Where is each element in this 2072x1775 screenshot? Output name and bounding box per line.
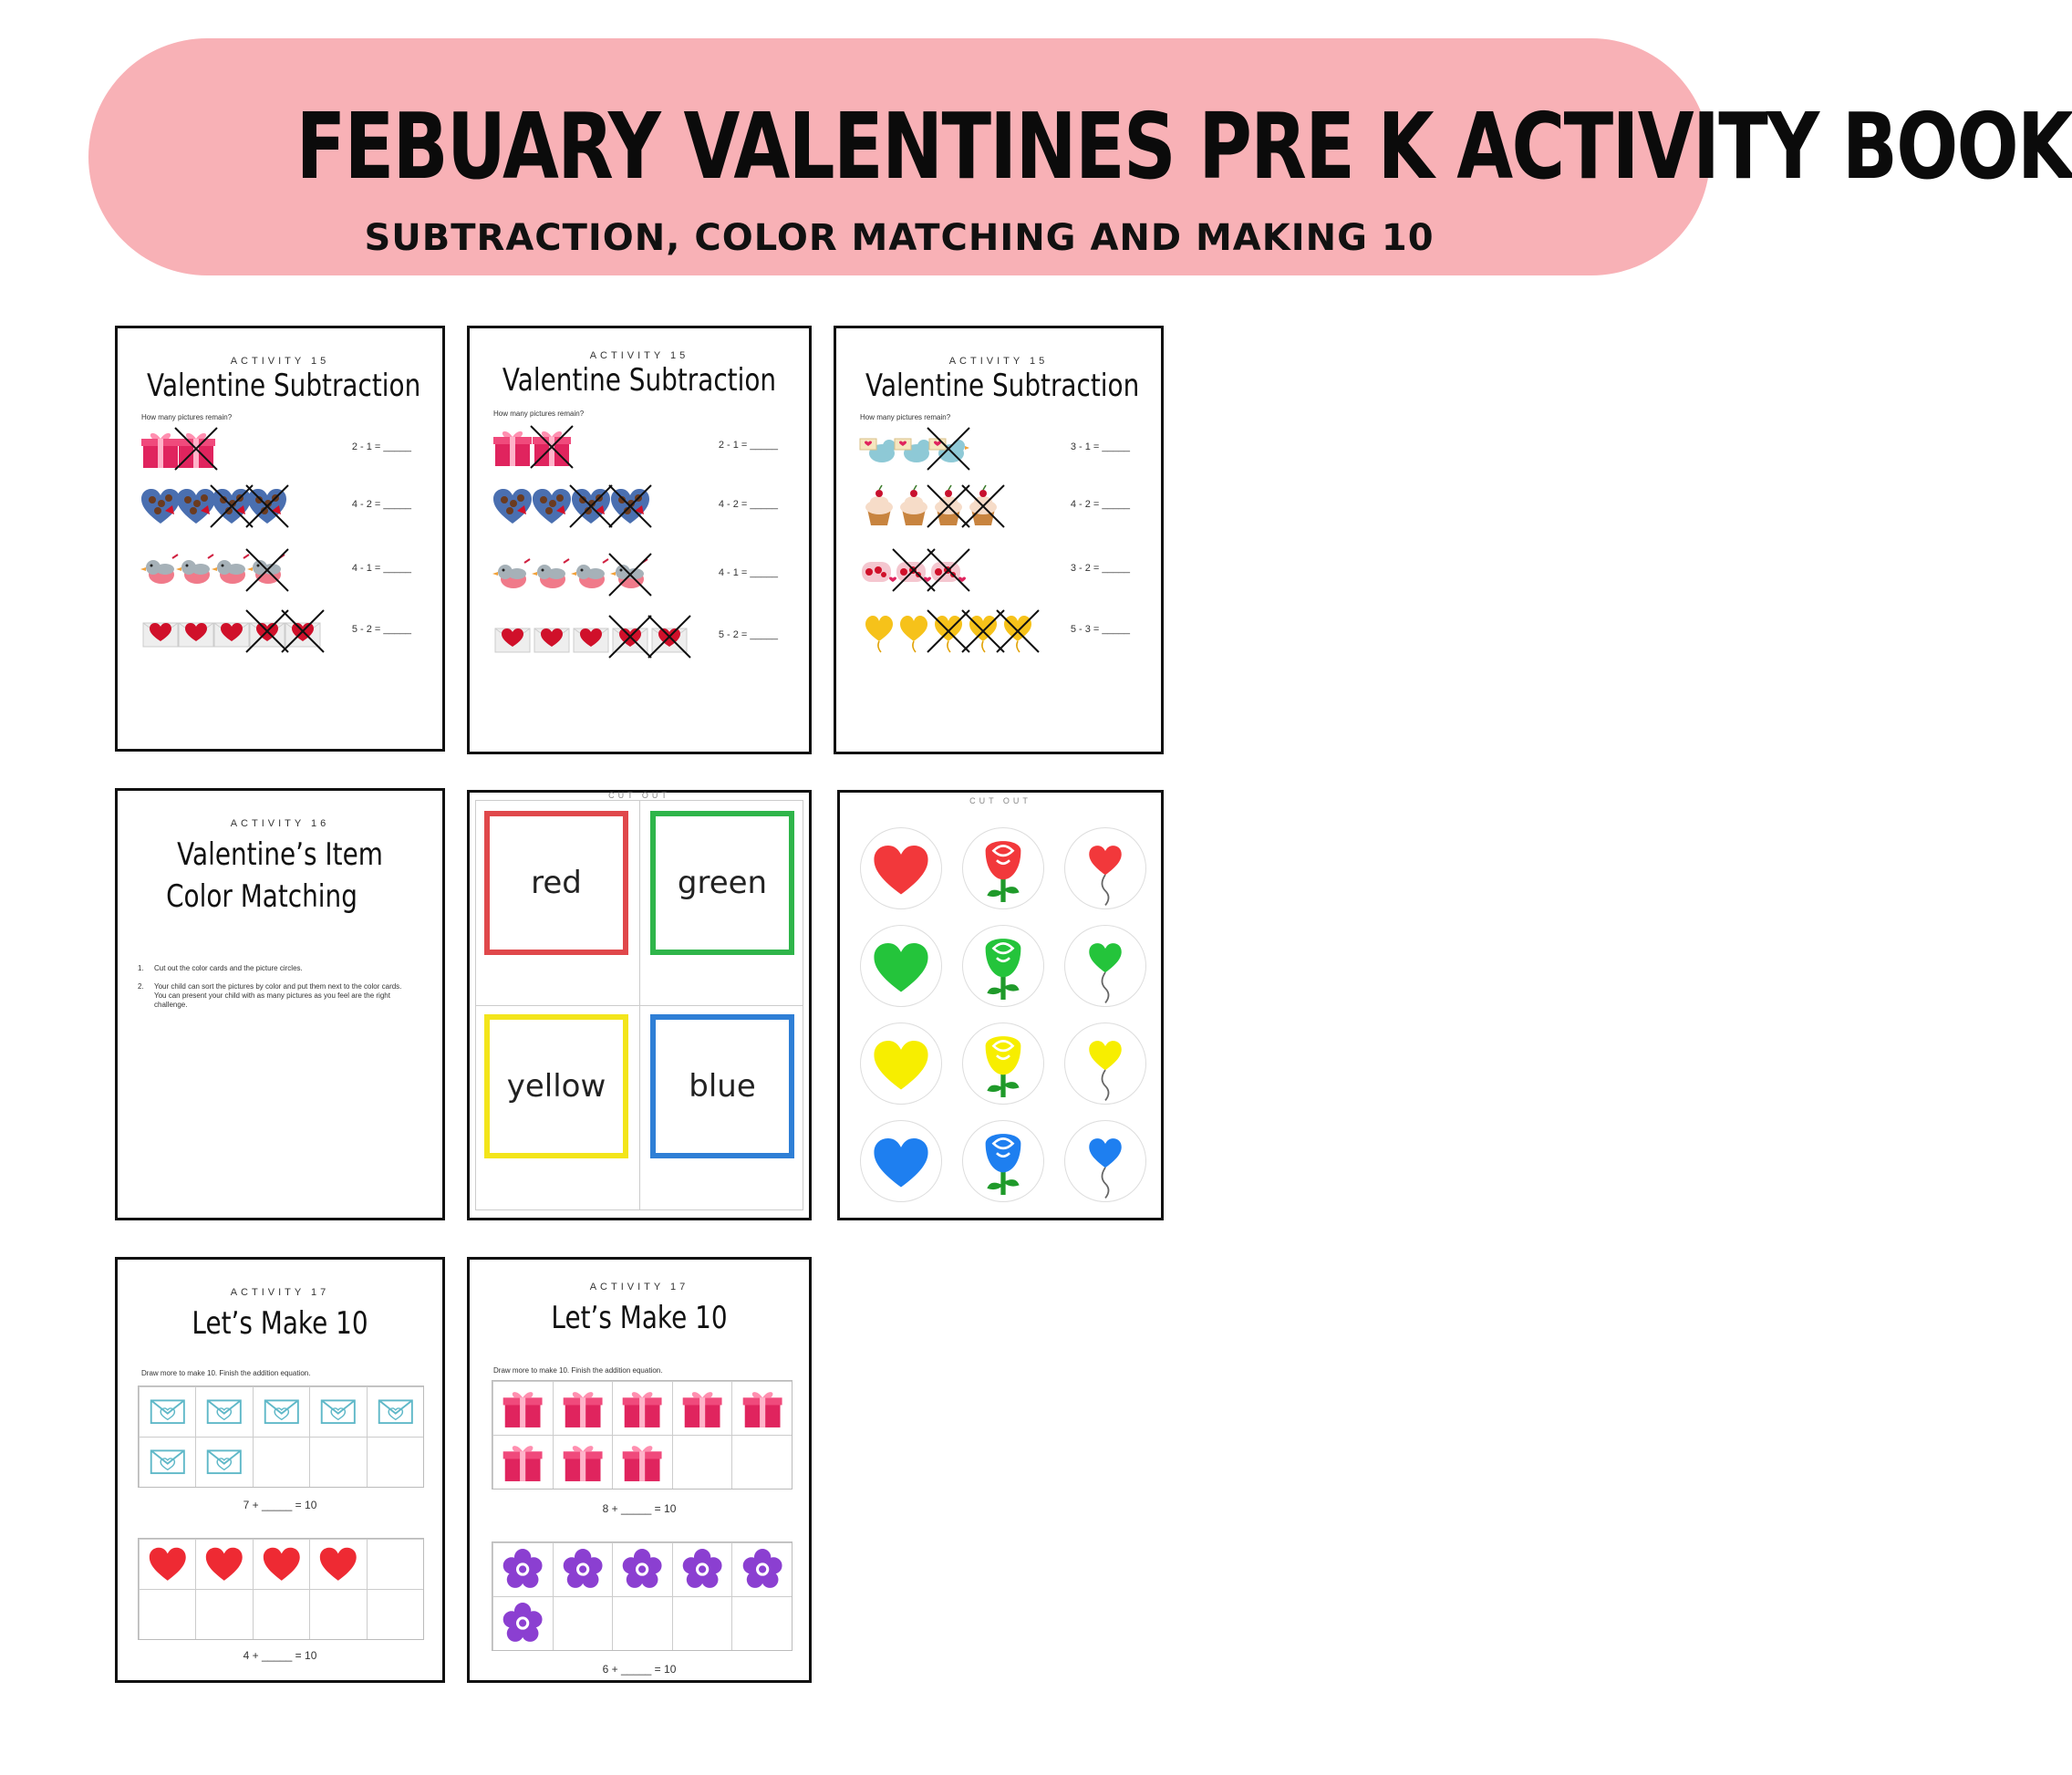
gift-icon — [617, 1438, 667, 1485]
page-title: Valentine Subtraction — [865, 368, 1140, 404]
ten-frame-cell — [139, 1539, 195, 1589]
ten-frame-cell — [195, 1437, 252, 1487]
ten-frame-cell — [492, 1435, 553, 1489]
gift-icon — [738, 1385, 787, 1431]
subtraction-row — [138, 421, 424, 476]
envelope-outline-icon — [144, 1390, 192, 1434]
cut-out-label: CUT OUT — [969, 796, 1031, 805]
ten-frame-cell — [612, 1596, 672, 1650]
page-title: Let’s Make 10 — [192, 1305, 368, 1342]
green-heart-balloon-icon — [1064, 925, 1146, 1007]
color-card-red — [484, 811, 628, 955]
ten-frame-cell — [367, 1386, 423, 1437]
ten-frame-cell — [139, 1589, 195, 1639]
ten-frame-cell — [672, 1542, 732, 1596]
ten-frame-cell — [672, 1596, 732, 1650]
gift-icon — [617, 1385, 667, 1431]
page-instruction: Draw more to make 10. Finish the addition equation. — [141, 1369, 311, 1377]
color-cards-page — [467, 790, 812, 1220]
ten-frame-cell — [139, 1386, 195, 1437]
purple-flower-icon — [738, 1546, 787, 1593]
ten-frame-cell — [253, 1386, 309, 1437]
subtraction-row — [138, 543, 424, 597]
addition-equation: 6 + _____ = 10 — [602, 1663, 677, 1676]
blue-heart-balloon-icon — [1064, 1120, 1146, 1202]
subtraction-row — [490, 609, 791, 664]
chocolate-heart-box-icon — [244, 483, 290, 529]
envelope-outline-icon — [201, 1440, 248, 1484]
subtraction-equation: 4 - 2 = _____ — [1070, 499, 1130, 510]
subtraction-equation: 4 - 2 = _____ — [351, 499, 411, 510]
cut-out-label: CUT OUT — [608, 791, 670, 800]
blue-bird-letter-icon — [926, 426, 971, 472]
color-card-label: yellow — [506, 1068, 606, 1105]
ten-frame-cell — [253, 1437, 309, 1487]
ten-frame-cell — [492, 1381, 553, 1435]
ten-frame-cell — [672, 1435, 732, 1489]
heart-jar-icon — [926, 547, 971, 593]
page-title-line-1: Valentine’s Item — [177, 836, 383, 873]
ten-frame-cell — [492, 1542, 553, 1596]
page-instruction: How many pictures remain? — [141, 413, 233, 421]
gift-icon — [558, 1385, 607, 1431]
red-heart-icon — [315, 1542, 362, 1586]
subtraction-row — [490, 420, 791, 474]
yellow-heart-icon — [860, 1022, 942, 1105]
envelope-outline-icon — [372, 1390, 420, 1434]
yellow-rose-icon — [962, 1022, 1044, 1105]
subtraction-equation: 2 - 1 = _____ — [351, 441, 411, 452]
blue-heart-icon — [860, 1120, 942, 1202]
red-heart-icon — [258, 1542, 306, 1586]
ten-frame-cell — [367, 1437, 423, 1487]
ten-frame-cell — [367, 1589, 423, 1639]
page-title: Valentine Subtraction — [147, 368, 421, 404]
page-kicker: ACTIVITY 15 — [948, 356, 1049, 367]
book-subtitle: SUBTRACTION, COLOR MATCHING AND MAKING 10 — [364, 217, 1435, 259]
ten-frame-cell — [195, 1589, 252, 1639]
ten-frame-cell — [731, 1542, 792, 1596]
title-banner — [88, 38, 2072, 275]
color-card-label: blue — [689, 1068, 756, 1105]
ten-frame-cell — [309, 1386, 366, 1437]
ten-frame-cell — [553, 1542, 613, 1596]
page-kicker: ACTIVITY 16 — [230, 818, 330, 829]
color-card-label: green — [677, 865, 768, 901]
page-kicker: ACTIVITY 17 — [589, 1282, 689, 1292]
ten-frame-cell — [253, 1539, 309, 1589]
ten-frame-cell — [309, 1437, 366, 1487]
purple-flower-icon — [617, 1546, 667, 1593]
gift-icon — [558, 1438, 607, 1485]
subtraction-equation: 5 - 2 = _____ — [718, 629, 778, 640]
subtraction-row — [856, 479, 1143, 534]
red-heart-icon — [201, 1542, 248, 1586]
purple-flower-icon — [498, 1546, 547, 1593]
ten-frame-cell — [253, 1589, 309, 1639]
addition-equation: 8 + _____ = 10 — [602, 1502, 677, 1515]
ten-frame-cell — [309, 1539, 366, 1589]
page-kicker: ACTIVITY 15 — [230, 356, 330, 367]
lovebird-icon — [607, 552, 653, 597]
ten-frame-cell — [612, 1381, 672, 1435]
red-heart-icon — [860, 827, 942, 909]
gift-icon — [529, 424, 575, 470]
page-title: Valentine Subtraction — [502, 362, 777, 399]
envelope-outline-icon — [258, 1390, 306, 1434]
step-number: 1. — [138, 964, 144, 972]
step-text: Your child can sort the pictures by color and put them next to the color cards. You can present your child with as many pictures as you feel are the right challenge. — [154, 982, 402, 1009]
subtraction-row — [138, 604, 424, 659]
make-10-page-1 — [115, 1257, 445, 1683]
color-card-green — [650, 811, 794, 955]
ten-frame-cell — [553, 1435, 613, 1489]
subtraction-equation: 2 - 1 = _____ — [718, 440, 778, 451]
green-rose-icon — [962, 925, 1044, 1007]
ten-frame-cell — [553, 1381, 613, 1435]
page-kicker: ACTIVITY 15 — [589, 350, 689, 361]
addition-equation: 4 + _____ = 10 — [243, 1649, 317, 1662]
page-title-line-2: Color Matching — [166, 878, 357, 915]
heart-envelope-icon — [647, 614, 692, 659]
subtraction-row — [856, 421, 1143, 476]
book-title: FEBUARY VALENTINES PRE K ACTIVITY BOOK — [295, 93, 2072, 200]
subtraction-equation: 4 - 1 = _____ — [351, 563, 411, 574]
heart-envelope-icon — [280, 608, 326, 654]
make-10-page-2 — [467, 1257, 812, 1683]
lovebird-icon — [244, 547, 290, 593]
ten-frame-cell — [731, 1435, 792, 1489]
purple-flower-icon — [678, 1546, 727, 1593]
color-card-label: red — [531, 865, 582, 901]
ten-frame-cell — [553, 1596, 613, 1650]
ten-frame-cell — [612, 1435, 672, 1489]
color-card-blue — [650, 1014, 794, 1158]
ten-frame-cell — [139, 1437, 195, 1487]
purple-flower-icon — [558, 1546, 607, 1593]
envelope-outline-icon — [315, 1390, 362, 1434]
subtraction-equation: 4 - 1 = _____ — [718, 567, 778, 578]
ten-frame-cell — [195, 1386, 252, 1437]
ten-frame-cell — [731, 1381, 792, 1435]
color-matching-page — [115, 788, 445, 1220]
ten-frame-cell — [309, 1589, 366, 1639]
page-kicker: ACTIVITY 17 — [230, 1287, 330, 1298]
step-2 — [138, 982, 415, 1010]
subtraction-row — [490, 547, 791, 602]
subtraction-page-1 — [115, 326, 445, 752]
gift-icon — [678, 1385, 727, 1431]
gift-icon — [498, 1438, 547, 1485]
ten-frame-cell — [195, 1539, 252, 1589]
page-title: Let’s Make 10 — [551, 1300, 728, 1336]
chocolate-heart-box-icon — [607, 483, 653, 529]
ten-frame-cell — [492, 1596, 553, 1650]
ten-frame — [492, 1541, 793, 1651]
ten-frame-cell — [367, 1539, 423, 1589]
ten-frame — [138, 1386, 424, 1488]
step-1 — [138, 964, 415, 973]
envelope-outline-icon — [201, 1390, 248, 1434]
ten-frame-cell — [731, 1596, 792, 1650]
step-text: Cut out the color cards and the picture circles. — [154, 964, 303, 972]
ten-frame — [138, 1538, 424, 1640]
page-instruction: How many pictures remain? — [493, 410, 585, 418]
addition-equation: 7 + _____ = 10 — [243, 1499, 317, 1511]
picture-circles-page — [837, 790, 1164, 1220]
subtraction-row — [490, 479, 791, 534]
subtraction-row — [856, 543, 1143, 597]
page-instruction: How many pictures remain? — [860, 413, 951, 421]
gift-icon — [173, 426, 219, 472]
red-heart-balloon-icon — [1064, 827, 1146, 909]
purple-flower-icon — [498, 1600, 547, 1646]
subtraction-row — [138, 479, 424, 534]
green-heart-icon — [860, 925, 942, 1007]
step-number: 2. — [138, 982, 144, 991]
ten-frame — [492, 1380, 793, 1490]
yellow-heart-balloon-icon — [1064, 1022, 1146, 1105]
subtraction-page-3 — [834, 326, 1164, 754]
envelope-outline-icon — [144, 1440, 192, 1484]
gift-icon — [498, 1385, 547, 1431]
subtraction-page-2 — [467, 326, 812, 754]
ten-frame-cell — [612, 1542, 672, 1596]
subtraction-equation: 3 - 2 = _____ — [1070, 563, 1130, 574]
ten-frame-cell — [672, 1381, 732, 1435]
subtraction-equation: 5 - 3 = _____ — [1070, 624, 1130, 635]
red-rose-icon — [962, 827, 1044, 909]
subtraction-equation: 3 - 1 = _____ — [1070, 441, 1130, 452]
subtraction-equation: 4 - 2 = _____ — [718, 499, 778, 510]
gold-heart-balloon-icon — [995, 608, 1041, 654]
subtraction-equation: 5 - 2 = _____ — [351, 624, 411, 635]
blue-rose-icon — [962, 1120, 1044, 1202]
page-instruction: Draw more to make 10. Finish the addition equation. — [493, 1366, 663, 1375]
red-heart-icon — [144, 1542, 192, 1586]
color-card-yellow — [484, 1014, 628, 1158]
cupcake-icon — [960, 483, 1006, 529]
subtraction-row — [856, 604, 1143, 659]
